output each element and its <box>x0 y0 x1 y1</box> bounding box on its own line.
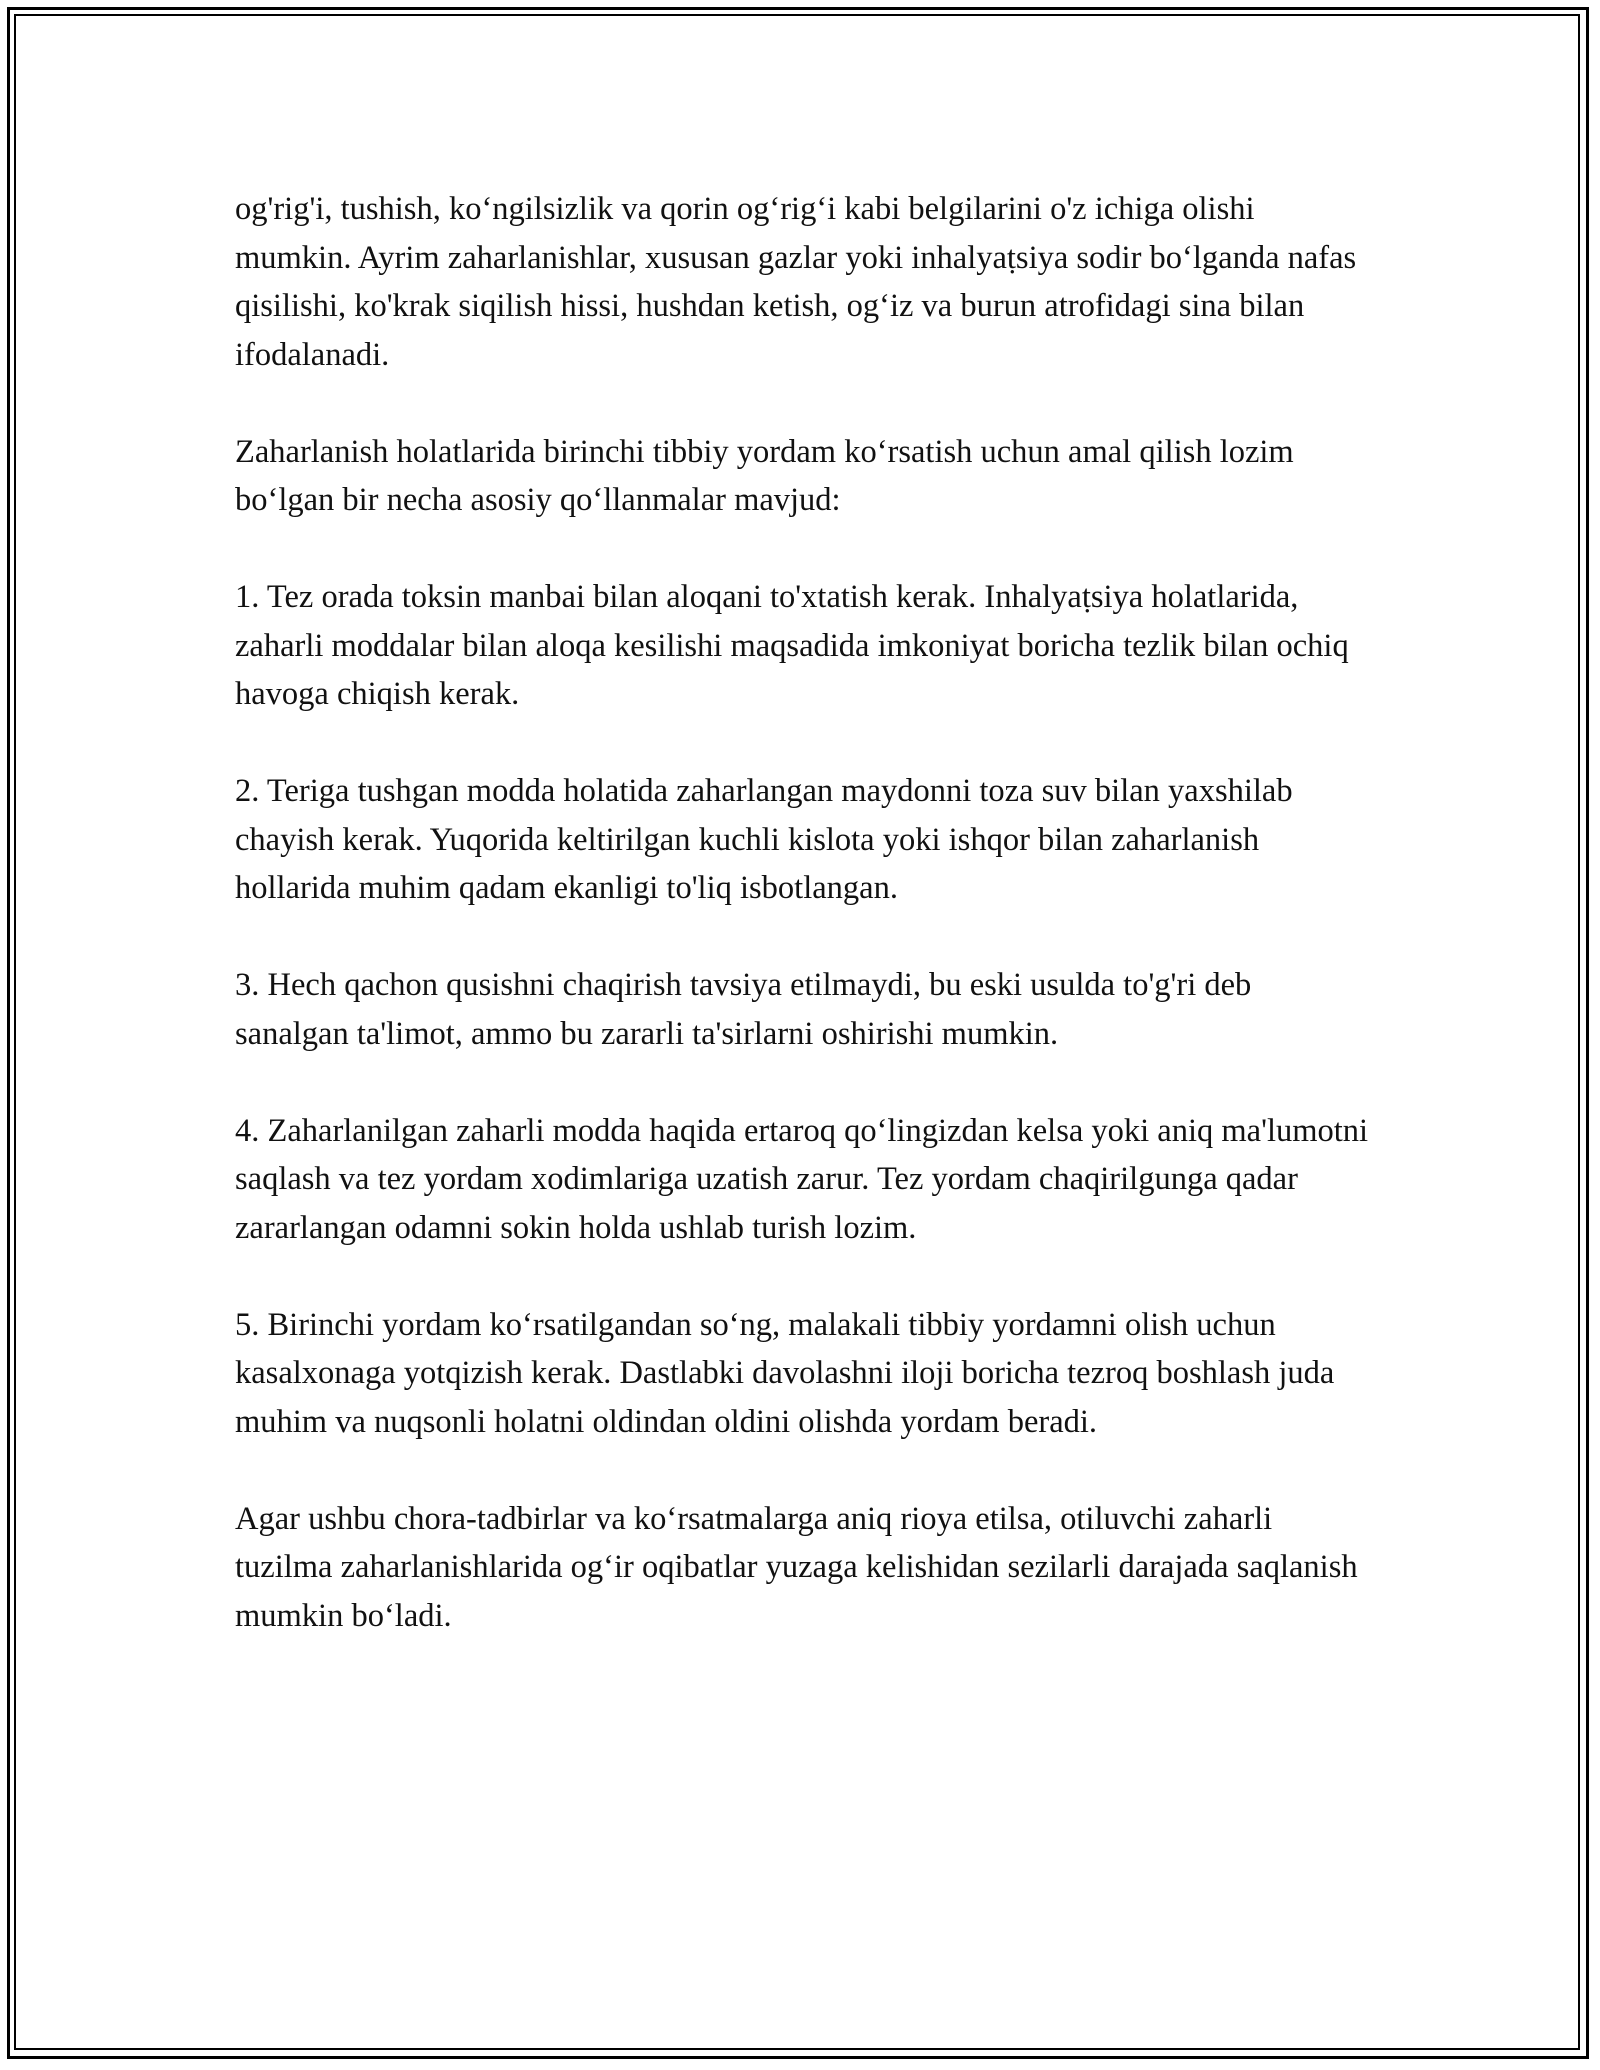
paragraph-symptoms: og'rig'i, tushish, ko‘ngilsizlik va qorin og‘rig‘i kabi belgilarini o'z ichiga olishi mumkin. Ayrim zaharlanishlar, xususan gazlar yoki inhalyaṭsiya sodir bo‘lganda nafas qisilishi, ko'krak siqilish hissi, hushdan ketish, og‘iz va burun atrofidagi sina bilan ifodalanadi. <box>235 191 1357 373</box>
paragraph-conclusion: Agar ushbu chora-tadbirlar va ko‘rsatmalarga aniq rioya etilsa, otiluvchi zaharli tuzilma zaharlanishlarida og‘ir oqibatlar yuzaga kelishidan sezilarli darajada saqlanish mumkin bo‘ladi. <box>235 1500 1358 1634</box>
paragraph-intro-guidelines: Zaharlanish holatlarida birinchi tibbiy yordam ko‘rsatish uchun amal qilish lozim bo‘lgan bir necha asosiy qo‘llanmalar mavjud: <box>235 433 1294 518</box>
list-item-1: 1. Tez orada toksin manbai bilan aloqani to'xtatish kerak. Inhalyaṭsiya holatlarida, zaharli moddalar bilan aloqa kesilishi maqsadida imkoniyat boricha tezlik bilan ochiq havoga chiqish kerak. <box>235 579 1349 712</box>
list-item-3: 3. Hech qachon qusishni chaqirish tavsiya etilmaydi, bu eski usulda to'g'ri deb sanalgan ta'limot, ammo bu zararli ta'sirlarni oshirishi mumkin. <box>235 967 1252 1052</box>
document-body <box>235 185 1370 1640</box>
list-item-4: 4. Zaharlanilgan zaharli modda haqida ertaroq qo‘lingizdan kelsa yoki aniq ma'lumotni saqlash va tez yordam xodimlariga uzatish zarur. Tez yordam chaqirilgunga qadar zararlangan odamni sokin holda ushlab turish lozim. <box>235 1112 1369 1246</box>
list-item-2: 2. Teriga tushgan modda holatida zaharlangan maydonni toza suv bilan yaxshilab chayish kerak. Yuqorida keltirilgan kuchli kislota yoki ishqor bilan zaharlanish hollarida muhim qadam ekanligi to'liq isbotlangan. <box>235 773 1293 906</box>
list-item-5: 5. Birinchi yordam ko‘rsatilgandan so‘ng, malakali tibbiy yordamni olish uchun kasalxonaga yotqizish kerak. Dastlabki davolashni iloji boricha tezroq boshlash juda muhim va nuqsonli holatni oldindan oldini olishda yordam beradi. <box>235 1306 1335 1440</box>
